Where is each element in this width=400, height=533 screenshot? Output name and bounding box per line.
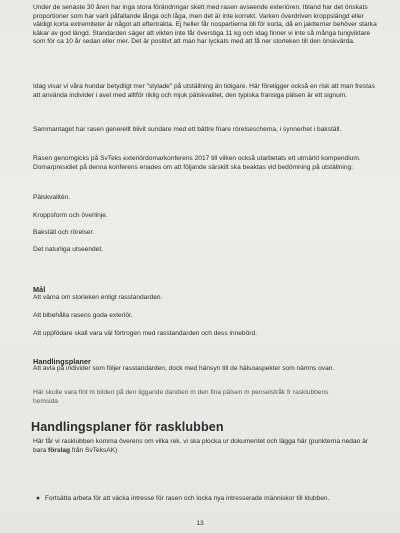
page-number: 13	[196, 520, 204, 527]
bullet-icon: ●	[36, 495, 40, 502]
action-plans-note: Här skulle vara fint m bilden på den liggande dandien m den fina pälsen m penselstråk fr rasklubbens hemsida	[33, 389, 329, 405]
club-plan-bullet-text: Fortsätta arbeta för att väcka intresse för rasen och locka nya intresserade människor till klubben.	[45, 495, 330, 502]
intro-paragraph: Under de senaste 30 åren har inga stora förändringar skett med rasen avseende exteriören. Ibland har det önskats proportioner som har varit påfallande långa och låga, men det är inte korrekt. Varken överdriven kroppslängd eller väldigt korta extremiteter är något att eftertrakta. Ej heller får nospartierna bli för korta, då en jaktterrier behöver starka käkar av god längd. Standarden säger att vikten inte får överstiga 11 kg och idag finner vi inte så många tungviktare som för ca 10 år sedan eller mer. Det är positivt att man har lyckats med att få ner storleken till den önskvärda.	[33, 4, 377, 46]
assessment-item: Bakställ och rörelser.	[33, 229, 95, 236]
assessment-item: Det naturliga utseendet.	[33, 246, 104, 253]
club-plans-heading: Handlingsplaner för rasklubben	[31, 420, 224, 434]
styling-paragraph: Idag visar vi våra hundar betydligt mer "stylade" på utställning än tidigare. Här föreligger också en risk att man frestas att använda individer i avel med alltför riklig och mjuk pälskvalitet, den typiska fransiga pälsen är ett signum.	[33, 83, 375, 99]
goal-item: Att uppfödare skall vara väl förtrogen med rasstandarden och dess innebörd.	[33, 330, 257, 337]
goal-item: Att värna om storleken enligt rasstandarden.	[33, 294, 163, 301]
club-plans-intro-start: Här får vi rasklubben komma överens om vilka rek. vi ska plocka ur dokumentet och lägga här (punkterna nedan är bara	[33, 438, 368, 454]
action-plans-text: Att avla på individer som följer rasstandarden, dock med hänsyn till de hälsoaspekter som nämns ovan.	[33, 365, 335, 372]
goals-heading: Mål	[33, 285, 46, 294]
club-plan-bullet	[36, 495, 375, 504]
summary-paragraph: Sammantaget har rasen generellt blivit sundare med ett bättre friare rörelseschema, i synnerhet i bakställ.	[33, 126, 342, 133]
goal-item: Att bibehålla rasens goda exteriör.	[33, 312, 133, 319]
action-plans-heading: Handlingsplaner	[33, 357, 91, 366]
club-plans-intro	[33, 438, 368, 455]
assessment-item: Kroppsform och överlinje.	[33, 212, 108, 219]
conference-paragraph: Rasen genomgicks på SvTeks exteriördomarkonferens 2017 till vilken också utarbetats ett utmärkt kompendium. Domarpresidiet på denna konferens enades om att följande särskilt ska beaktas vid bedömning på utställning:	[33, 155, 361, 171]
assessment-item: Pälskvalitén.	[33, 194, 71, 201]
club-plans-intro-emphasis: förslag	[48, 446, 71, 454]
club-plans-intro-end: från SvTeksAK)	[70, 446, 118, 454]
